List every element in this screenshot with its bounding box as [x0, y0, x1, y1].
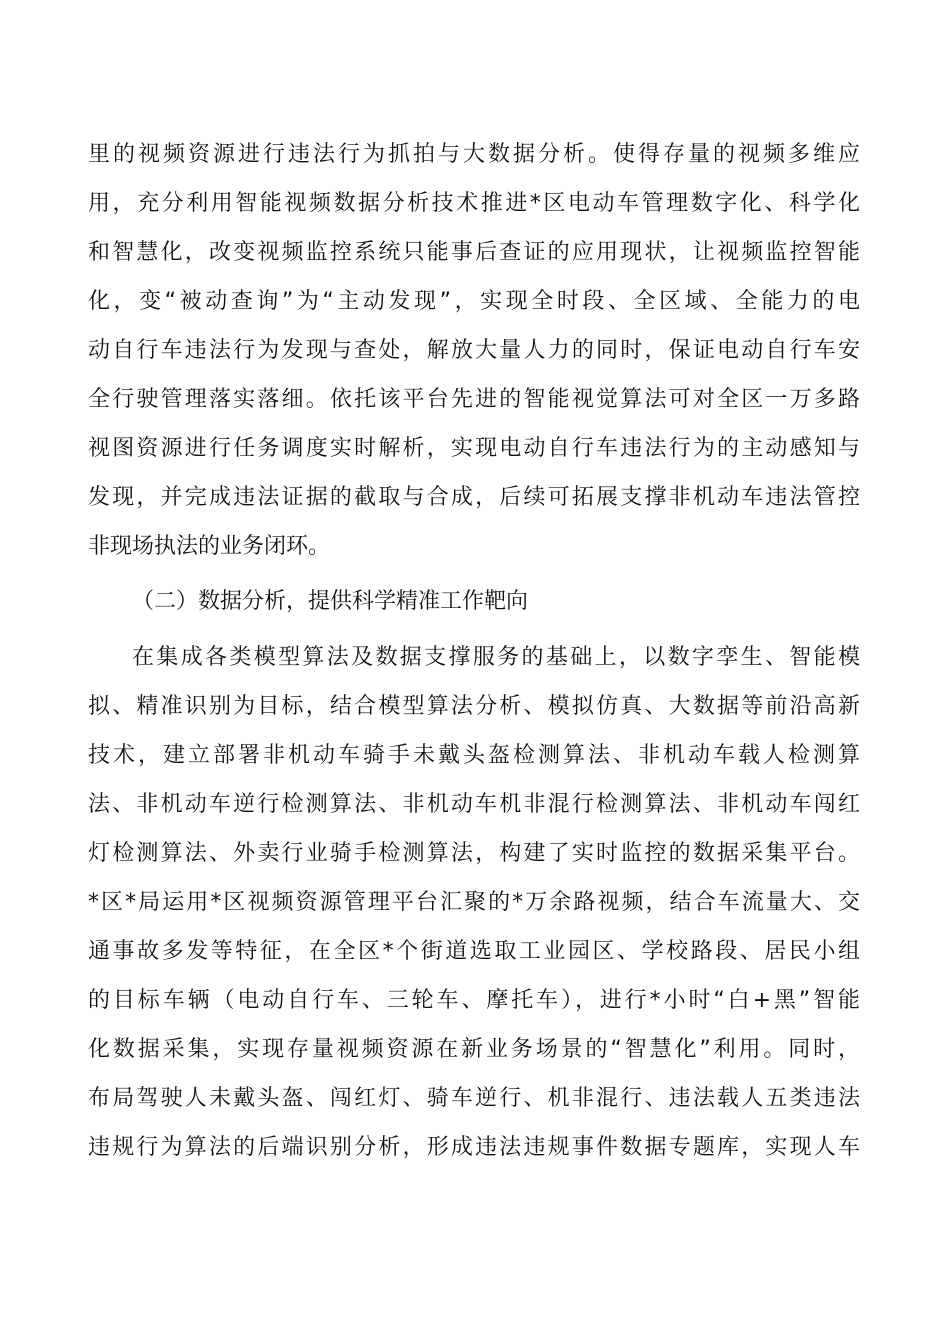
paragraph-1-line: 视图资源进行任务调度实时解析，实现电动自行车违法行为的主动感知与	[88, 436, 860, 461]
paragraph-2-line: 化数据采集，实现存量视频资源在新业务场景的“智慧化”利用。同时，	[88, 1037, 860, 1062]
paragraph-2-line: *区*局运用*区视频资源管理平台汇聚的*万余路视频，结合车流量大、交	[88, 890, 860, 915]
paragraph-1-line: 化，变“被动查询”为“主动发现”，实现全时段、全区域、全能力的电	[88, 289, 860, 314]
section-heading: （二）数据分析，提供科学精准工作靶向	[132, 589, 529, 614]
paragraph-2-line: 违规行为算法的后端识别分析，形成违法违规事件数据专题库，实现人车	[88, 1135, 860, 1160]
paragraph-2-line: 通事故多发等特征，在全区*个街道选取工业园区、学校路段、居民小组	[88, 939, 860, 964]
paragraph-1-line: 用，充分利用智能视频数据分析技术推进*区电动车管理数字化、科学化	[88, 191, 860, 216]
paragraph-2-line: 在集成各类模型算法及数据支撑服务的基础上，以数字孪生、智能模	[132, 645, 860, 670]
paragraph-1-line: 里的视频资源进行违法行为抓拍与大数据分析。使得存量的视频多维应	[88, 142, 860, 167]
paragraph-2-line: 技术，建立部署非机动车骑手未戴头盔检测算法、非机动车载人检测算	[88, 743, 860, 768]
paragraph-1-line: 发现，并完成违法证据的截取与合成，后续可拓展支撑非机动车违法管控	[88, 485, 860, 510]
paragraph-2-line: 的目标车辆（电动自行车、三轮车、摩托车），进行*小时“白+黑”智能	[88, 988, 860, 1013]
paragraph-1-line: 全行驶管理落实落细。依托该平台先进的智能视觉算法可对全区一万多路	[88, 387, 860, 412]
paragraph-1-line: 和智慧化，改变视频监控系统只能事后查证的应用现状，让视频监控智能	[88, 240, 860, 265]
paragraph-2-line: 布局驾驶人未戴头盔、闯红灯、骑车逆行、机非混行、违法载人五类违法	[88, 1086, 860, 1111]
paragraph-2-line: 灯检测算法、外卖行业骑手检测算法，构建了实时监控的数据采集平台。	[88, 841, 860, 866]
paragraph-2-line: 法、非机动车逆行检测算法、非机动车机非混行检测算法、非机动车闯红	[88, 792, 860, 817]
paragraph-1-line: 动自行车违法行为发现与查处，解放大量人力的同时，保证电动自行车安	[88, 338, 860, 363]
paragraph-1-line: 非现场执法的业务闭环。	[88, 534, 331, 559]
paragraph-2-line: 拟、精准识别为目标，结合模型算法分析、模拟仿真、大数据等前沿高新	[88, 694, 860, 719]
